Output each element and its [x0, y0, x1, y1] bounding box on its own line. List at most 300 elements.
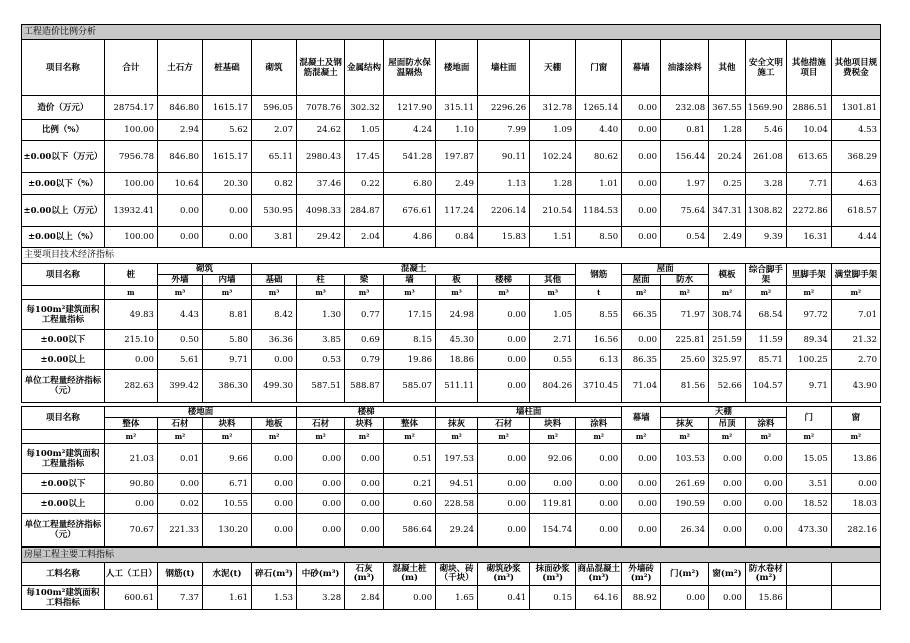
value-cell: 2.49	[709, 227, 746, 248]
value-cell: 0.00	[478, 514, 530, 547]
value-cell: 4098.33	[297, 195, 345, 227]
value-cell: 20.24	[709, 141, 746, 173]
value-cell: 154.74	[530, 514, 576, 547]
value-cell: 7.01	[831, 300, 880, 330]
value-cell: 676.61	[383, 195, 435, 227]
value-cell: 8.50	[576, 227, 622, 248]
value-cell: 0.22	[345, 173, 384, 195]
value-cell: 0.00	[477, 370, 529, 403]
column-header: 桩基础	[202, 40, 251, 96]
value-cell: 221.33	[158, 514, 203, 547]
sub-header: 板	[436, 275, 478, 286]
row-label: 每100m²建筑面积工料指标	[22, 586, 105, 610]
unit-cell: m³	[202, 286, 251, 300]
value-cell: 19.86	[383, 350, 435, 370]
unit-cell: m³	[383, 286, 435, 300]
value-cell: 7956.78	[104, 141, 157, 173]
unit-cell: m²	[622, 286, 661, 300]
row-label: 造价（万元）	[22, 96, 105, 120]
value-cell: 0.81	[661, 120, 709, 141]
value-cell: 8.55	[576, 300, 622, 330]
section-tech-econ-title: 主要项目技术经济指标	[21, 248, 881, 263]
table-row	[22, 173, 881, 195]
value-cell: 282.63	[104, 370, 157, 403]
value-cell: 66.35	[622, 300, 661, 330]
unit-cell: m²	[661, 430, 709, 444]
value-cell: 24.62	[297, 120, 345, 141]
column-header: 抹面砂浆(m³)	[530, 563, 576, 586]
column-header: 其他措施项目	[786, 40, 831, 96]
column-header: 墙柱面	[436, 407, 622, 418]
value-cell: 3.28	[297, 586, 345, 610]
value-cell: 0.00	[345, 514, 384, 547]
column-header: 门(m²)	[661, 563, 709, 586]
table-row	[22, 474, 881, 494]
section-material-title: 房屋工程主要工料指标	[21, 547, 881, 562]
value-cell: 52.66	[709, 370, 746, 403]
value-cell: 1.30	[297, 300, 345, 330]
column-header: 幕墙	[622, 407, 661, 430]
value-cell: 499.30	[252, 370, 297, 403]
value-cell: 119.81	[530, 494, 576, 514]
table-row	[22, 370, 881, 403]
value-cell: 0.00	[478, 474, 530, 494]
value-cell: 0.00	[345, 494, 384, 514]
value-cell: 0.00	[345, 444, 384, 474]
value-cell: 0.00	[297, 494, 345, 514]
value-cell: 473.30	[786, 514, 831, 547]
value-cell: 2980.43	[297, 141, 345, 173]
empty-cell	[22, 430, 105, 444]
value-cell: 804.26	[530, 370, 576, 403]
value-cell: 0.00	[478, 444, 530, 474]
value-cell: 210.54	[530, 195, 576, 227]
column-header: 外墙砖(m²)	[622, 563, 661, 586]
table-row	[22, 96, 881, 120]
value-cell: 18.52	[786, 494, 831, 514]
table-row	[22, 350, 881, 370]
unit-cell: m²	[345, 430, 384, 444]
column-header: 桩	[104, 264, 157, 286]
table-row	[22, 514, 881, 547]
value-cell: 197.53	[436, 444, 478, 474]
value-cell: 2.04	[345, 227, 384, 248]
value-cell: 4.40	[576, 120, 622, 141]
value-cell: 21.32	[831, 330, 880, 350]
table-row	[22, 120, 881, 141]
value-cell: 4.63	[831, 173, 880, 195]
value-cell: 585.07	[383, 370, 435, 403]
value-cell: 5.80	[202, 330, 251, 350]
value-cell: 68.54	[745, 300, 786, 330]
column-header: 混凝土及钢筋混凝土	[297, 40, 345, 96]
column-header: 屋面防水保温隔热	[383, 40, 435, 96]
empty-cell	[22, 286, 105, 300]
column-header: 楼地面	[436, 40, 478, 96]
column-header: 幕墙	[622, 40, 661, 96]
value-cell: 0.53	[297, 350, 345, 370]
unit-cell: m²	[745, 430, 786, 444]
sub-header: 屋面	[622, 275, 661, 286]
value-cell: 0.69	[345, 330, 384, 350]
value-cell: 2.07	[252, 120, 297, 141]
value-cell: 15.83	[478, 227, 530, 248]
value-cell: 0.00	[745, 444, 786, 474]
table-row	[22, 407, 881, 418]
value-cell: 1.05	[345, 120, 384, 141]
value-cell: 10.64	[158, 173, 203, 195]
value-cell: 18.03	[831, 494, 880, 514]
value-cell: 596.05	[252, 96, 297, 120]
value-cell: 0.00	[158, 227, 203, 248]
value-cell: 0.00	[104, 350, 157, 370]
unit-cell: m²	[709, 430, 746, 444]
value-cell: 8.81	[202, 300, 251, 330]
value-cell: 0.82	[252, 173, 297, 195]
sub-header: 涂料	[745, 418, 786, 430]
column-header: 天棚	[661, 407, 787, 418]
value-cell: 0.00	[745, 474, 786, 494]
value-cell: 29.42	[297, 227, 345, 248]
value-cell: 367.55	[709, 96, 746, 120]
value-cell: 0.00	[477, 300, 529, 330]
value-cell: 0.00	[661, 586, 709, 610]
value-cell: 7.71	[786, 173, 831, 195]
sub-header: 柱	[297, 275, 345, 286]
value-cell: 4.43	[157, 300, 202, 330]
value-cell: 315.11	[436, 96, 478, 120]
row-label: ±0.00以下（万元）	[22, 141, 105, 173]
sub-header: 整体	[383, 418, 435, 430]
value-cell: 21.03	[104, 444, 157, 474]
value-cell: 0.00	[202, 195, 251, 227]
value-cell: 0.00	[202, 227, 251, 248]
unit-cell: m²	[530, 430, 576, 444]
value-cell: 1301.81	[831, 96, 880, 120]
value-cell: 15.05	[786, 444, 831, 474]
column-header: 天棚	[530, 40, 576, 96]
value-cell: 0.00	[622, 514, 661, 547]
value-cell: 43.90	[831, 370, 880, 403]
row-label: ±0.00以上（万元）	[22, 195, 105, 227]
column-header: 墙柱面	[478, 40, 530, 96]
unit-cell: m²	[661, 286, 709, 300]
value-cell: 846.80	[158, 141, 203, 173]
unit-cell: m²	[202, 430, 251, 444]
value-cell: 90.11	[478, 141, 530, 173]
value-cell: 0.50	[157, 330, 202, 350]
value-cell	[831, 586, 880, 610]
unit-cell: m²	[436, 430, 478, 444]
tech-econ-table	[21, 263, 881, 403]
value-cell: 0.02	[158, 494, 203, 514]
value-cell: 1265.14	[576, 96, 622, 120]
value-cell: 0.00	[576, 474, 622, 494]
value-cell: 7.37	[158, 586, 203, 610]
row-header: 项目名称	[22, 407, 105, 430]
row-label: ±0.00以下	[22, 330, 105, 350]
table-row	[22, 264, 881, 275]
table-row	[22, 430, 881, 444]
value-cell: 2.84	[345, 586, 384, 610]
value-cell: 2886.51	[786, 96, 831, 120]
value-cell: 0.00	[530, 474, 576, 494]
value-cell: 0.00	[576, 494, 622, 514]
column-header	[831, 563, 880, 586]
value-cell: 0.21	[383, 474, 435, 494]
value-cell: 3.81	[252, 227, 297, 248]
value-cell: 9.39	[745, 227, 786, 248]
value-cell: 3.28	[745, 173, 786, 195]
value-cell: 4.53	[831, 120, 880, 141]
value-cell: 9.66	[202, 444, 251, 474]
sub-header: 地板	[252, 418, 297, 430]
value-cell: 71.04	[622, 370, 661, 403]
value-cell: 0.51	[383, 444, 435, 474]
value-cell: 100.00	[104, 120, 157, 141]
table-row	[22, 300, 881, 330]
column-header: 其他	[709, 40, 746, 96]
column-header: 人工（工日）	[104, 563, 157, 586]
table-row	[22, 563, 881, 586]
value-cell: 0.00	[252, 350, 297, 370]
unit-cell: m²	[831, 430, 880, 444]
value-cell: 130.20	[202, 514, 251, 547]
value-cell: 0.00	[252, 514, 297, 547]
column-header: 油漆涂料	[661, 40, 709, 96]
unit-cell: m²	[478, 430, 530, 444]
column-header: 防水卷材(m²)	[745, 563, 786, 586]
unit-cell: m²	[158, 430, 203, 444]
sub-header: 石材	[478, 418, 530, 430]
value-cell: 846.80	[158, 96, 203, 120]
value-cell: 65.11	[252, 141, 297, 173]
value-cell: 104.57	[745, 370, 786, 403]
value-cell: 0.00	[104, 494, 157, 514]
value-cell: 26.34	[661, 514, 709, 547]
value-cell: 2206.14	[478, 195, 530, 227]
column-header: 屋面	[622, 264, 709, 275]
value-cell: 16.31	[786, 227, 831, 248]
sub-header: 整体	[104, 418, 157, 430]
value-cell: 6.71	[202, 474, 251, 494]
unit-cell: m²	[745, 286, 786, 300]
unit-cell: m³	[477, 286, 529, 300]
unit-cell: t	[576, 286, 622, 300]
table-row	[22, 227, 881, 248]
value-cell: 9.71	[786, 370, 831, 403]
value-cell: 0.00	[622, 173, 661, 195]
row-header: 项目名称	[22, 40, 105, 96]
value-cell: 215.10	[104, 330, 157, 350]
value-cell: 0.77	[345, 300, 384, 330]
row-label: 每100m²建筑面积工程量指标	[22, 444, 105, 474]
column-header: 其他项目规费税金	[831, 40, 880, 96]
material-indicator-table	[21, 562, 881, 610]
value-cell: 13932.41	[104, 195, 157, 227]
row-label: ±0.00以上	[22, 350, 105, 370]
value-cell: 0.15	[530, 586, 576, 610]
sub-header: 内墙	[202, 275, 251, 286]
value-cell: 64.16	[576, 586, 622, 610]
sub-header: 涂料	[576, 418, 622, 430]
column-header: 综合脚手架	[745, 264, 786, 286]
value-cell: 284.87	[345, 195, 384, 227]
value-cell: 1.13	[478, 173, 530, 195]
value-cell: 49.83	[104, 300, 157, 330]
column-header: 模板	[709, 264, 746, 286]
column-header: 砌筑砂浆(m³)	[478, 563, 530, 586]
sub-header: 基础	[252, 275, 297, 286]
column-header: 楼梯	[297, 407, 436, 418]
column-header: 窗(m²)	[709, 563, 746, 586]
value-cell: 8.42	[252, 300, 297, 330]
value-cell: 1.51	[530, 227, 576, 248]
column-header: 安全文明施工	[745, 40, 786, 96]
row-label: ±0.00以下（%）	[22, 173, 105, 195]
value-cell: 3.51	[786, 474, 831, 494]
value-cell: 5.46	[745, 120, 786, 141]
value-cell: 4.44	[831, 227, 880, 248]
column-header: 金属结构	[345, 40, 384, 96]
value-cell: 5.61	[157, 350, 202, 370]
value-cell: 190.59	[661, 494, 709, 514]
value-cell: 6.13	[576, 350, 622, 370]
column-header: 钢筋(t)	[158, 563, 203, 586]
value-cell: 0.00	[297, 474, 345, 494]
value-cell: 1308.82	[745, 195, 786, 227]
value-cell: 2.49	[436, 173, 478, 195]
unit-cell: m²	[104, 430, 157, 444]
value-cell: 325.97	[709, 350, 746, 370]
value-cell: 541.28	[383, 141, 435, 173]
column-header: 混凝土桩(m)	[383, 563, 435, 586]
value-cell: 0.00	[831, 474, 880, 494]
value-cell: 18.86	[436, 350, 478, 370]
sub-header: 石材	[297, 418, 345, 430]
value-cell: 45.30	[436, 330, 478, 350]
sub-header: 其他	[530, 275, 576, 286]
value-cell: 1.65	[436, 586, 478, 610]
value-cell: 0.00	[477, 330, 529, 350]
value-cell: 312.78	[530, 96, 576, 120]
value-cell: 0.00	[709, 474, 746, 494]
value-cell: 0.00	[622, 96, 661, 120]
table-row	[22, 494, 881, 514]
value-cell: 3710.45	[576, 370, 622, 403]
value-cell: 9.71	[202, 350, 251, 370]
table-row	[22, 286, 881, 300]
value-cell: 20.30	[202, 173, 251, 195]
column-header: 合计	[104, 40, 157, 96]
value-cell: 0.01	[158, 444, 203, 474]
value-cell: 92.06	[530, 444, 576, 474]
value-cell: 3.85	[297, 330, 345, 350]
column-header	[786, 563, 831, 586]
value-cell: 17.15	[383, 300, 435, 330]
value-cell: 228.58	[436, 494, 478, 514]
value-cell: 86.35	[622, 350, 661, 370]
value-cell: 1.53	[252, 586, 297, 610]
value-cell: 0.00	[158, 474, 203, 494]
value-cell: 75.64	[661, 195, 709, 227]
column-header: 钢筋	[576, 264, 622, 286]
column-header: 水泥(t)	[202, 563, 251, 586]
value-cell: 4.24	[383, 120, 435, 141]
cost-ratio-table	[21, 39, 881, 248]
value-cell: 232.08	[661, 96, 709, 120]
column-header: 楼地面	[104, 407, 296, 418]
value-cell: 94.51	[436, 474, 478, 494]
section-cost-ratio-title: 工程造价比例分析	[21, 24, 881, 39]
value-cell: 1.01	[576, 173, 622, 195]
unit-cell: m²	[297, 430, 345, 444]
value-cell: 600.61	[104, 586, 157, 610]
value-cell: 399.42	[157, 370, 202, 403]
table-row	[22, 444, 881, 474]
value-cell: 103.53	[661, 444, 709, 474]
sub-header: 防水	[661, 275, 709, 286]
value-cell: 0.00	[745, 514, 786, 547]
unit-cell: m²	[383, 430, 435, 444]
value-cell: 156.44	[661, 141, 709, 173]
value-cell: 1.05	[530, 300, 576, 330]
value-cell: 85.71	[745, 350, 786, 370]
value-cell: 80.62	[576, 141, 622, 173]
value-cell: 0.00	[622, 330, 661, 350]
value-cell: 0.00	[252, 494, 297, 514]
value-cell: 261.69	[661, 474, 709, 494]
value-cell: 0.55	[530, 350, 576, 370]
table-row	[22, 141, 881, 173]
value-cell: 282.16	[831, 514, 880, 547]
unit-cell: m²	[786, 286, 831, 300]
row-header: 项目名称	[22, 264, 105, 286]
row-label: 单位工程量经济指标（元）	[22, 370, 105, 403]
sub-header: 吊顶	[709, 418, 746, 430]
unit-cell: m³	[530, 286, 576, 300]
value-cell: 0.00	[709, 444, 746, 474]
value-cell: 6.80	[383, 173, 435, 195]
value-cell: 0.00	[709, 586, 746, 610]
sub-header: 石材	[158, 418, 203, 430]
value-cell: 10.04	[786, 120, 831, 141]
value-cell: 587.51	[297, 370, 345, 403]
value-cell: 0.60	[383, 494, 435, 514]
finish-indicator-table	[21, 406, 881, 547]
value-cell: 0.25	[709, 173, 746, 195]
table-row	[22, 195, 881, 227]
value-cell: 8.15	[383, 330, 435, 350]
value-cell: 302.32	[345, 96, 384, 120]
value-cell: 7078.76	[297, 96, 345, 120]
value-cell: 613.65	[786, 141, 831, 173]
value-cell: 1.28	[709, 120, 746, 141]
value-cell: 1.10	[436, 120, 478, 141]
row-label: ±0.00以上（%）	[22, 227, 105, 248]
row-label: ±0.00以上	[22, 494, 105, 514]
value-cell: 0.54	[661, 227, 709, 248]
value-cell: 261.08	[745, 141, 786, 173]
column-header: 商品混凝土(m³)	[576, 563, 622, 586]
value-cell: 25.60	[661, 350, 709, 370]
value-cell: 100.00	[104, 227, 157, 248]
value-cell: 100.25	[786, 350, 831, 370]
value-cell: 588.87	[345, 370, 384, 403]
value-cell: 102.24	[530, 141, 576, 173]
column-header: 中砂(m³)	[297, 563, 345, 586]
value-cell: 0.00	[745, 494, 786, 514]
